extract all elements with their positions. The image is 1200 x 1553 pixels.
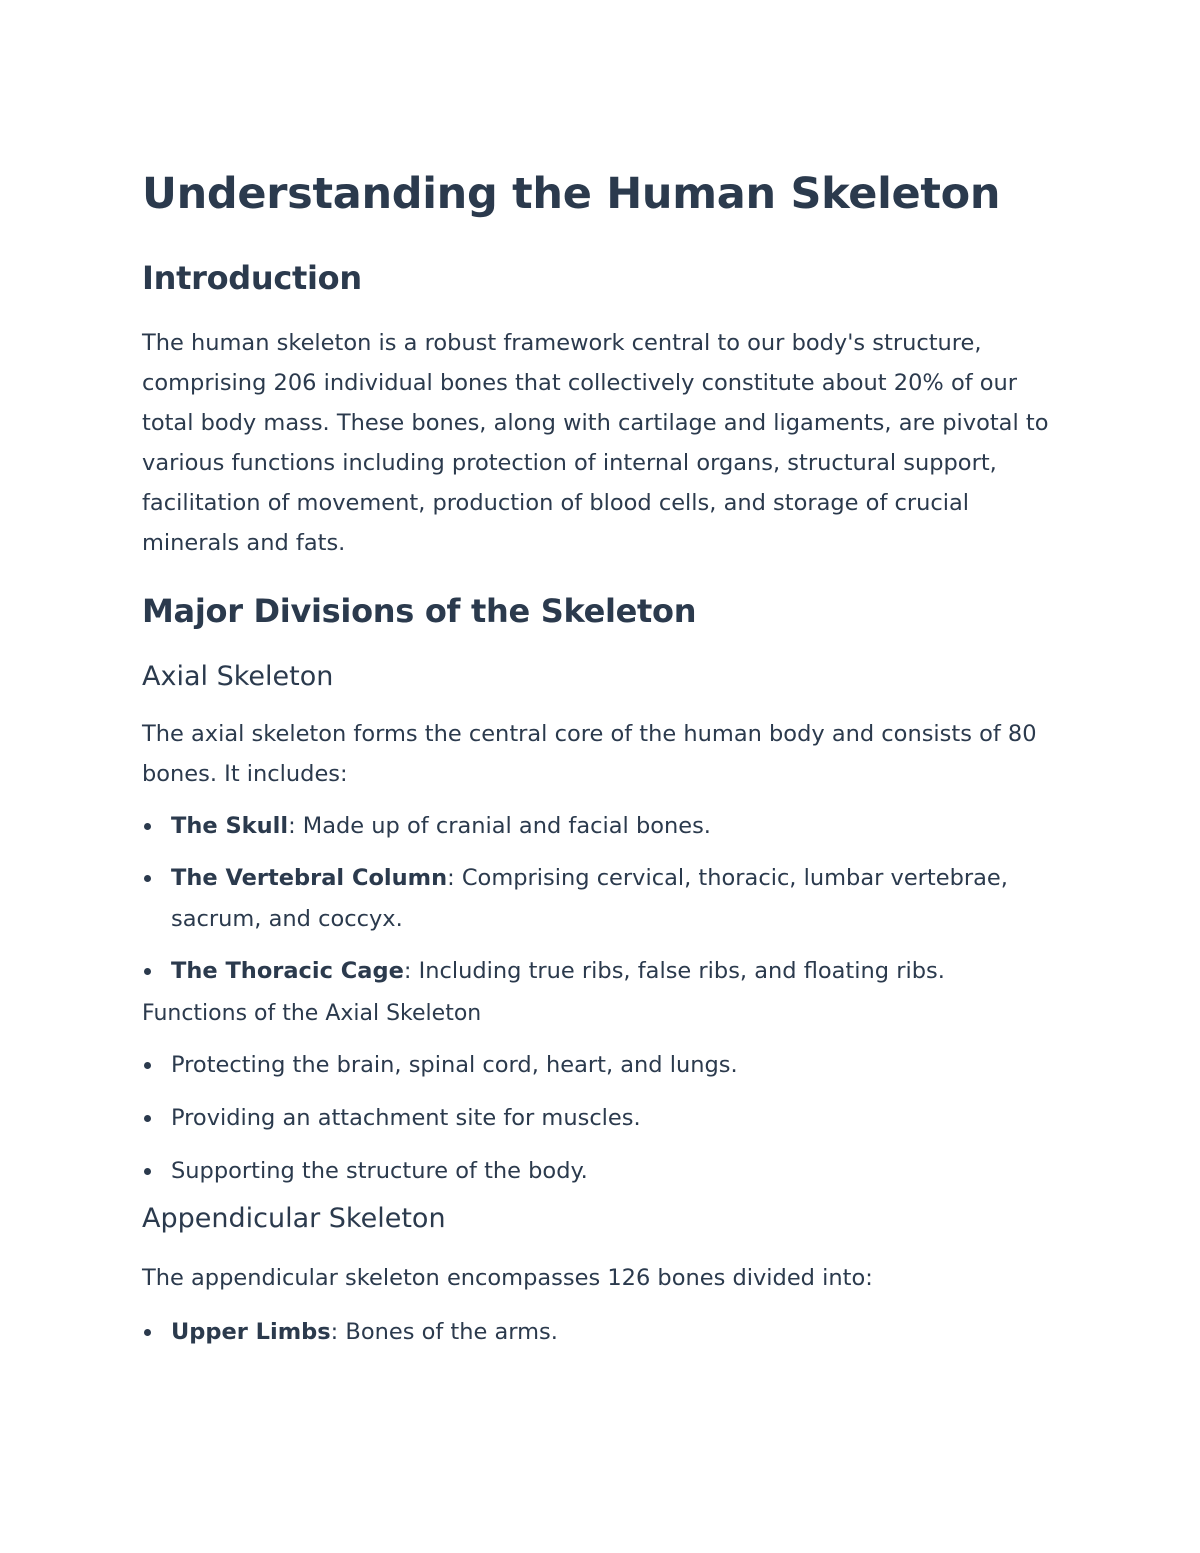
list-item-text: : Made up of cranial and facial bones. <box>288 813 711 839</box>
list-item-text: : Bones of the arms. <box>330 1319 558 1345</box>
list-item <box>142 806 1062 847</box>
document-title: Understanding the Human Skeleton <box>142 169 1001 219</box>
axial-functions-heading: Functions of the Axial Skeleton <box>142 1001 482 1026</box>
list-item: Providing an attachment site for muscles. <box>142 1098 1062 1139</box>
appendicular-skeleton-paragraph: The appendicular skeleton encompasses 126 bones divided into: <box>142 1265 873 1291</box>
major-divisions-heading: Major Divisions of the Skeleton <box>142 592 697 630</box>
list-item-term: The Thoracic Cage <box>171 958 404 984</box>
list-item <box>142 858 1062 940</box>
list-item <box>142 951 1062 992</box>
list-item-term: The Vertebral Column <box>171 865 448 891</box>
axial-components-list <box>142 806 1062 992</box>
appendicular-components-list <box>142 1312 1062 1353</box>
axial-skeleton-heading: Axial Skeleton <box>142 661 334 692</box>
list-item <box>142 1312 1062 1353</box>
introduction-paragraph: The human skeleton is a robust framework central to our body's structure, comprising 206 individual bones that collectively constitute about 20% of our total body mass. These bones, along with cartilage and ligaments, are pivotal to various functions including protection of internal organs, structural support, facilitation of movement, production of blood cells, and storage of crucial minerals and fats. <box>142 330 1049 556</box>
axial-functions-list <box>142 1045 1062 1192</box>
list-item: Protecting the brain, spinal cord, heart, and lungs. <box>142 1045 1062 1086</box>
list-item: Supporting the structure of the body. <box>142 1151 1062 1192</box>
list-item-term: The Skull <box>171 813 289 839</box>
introduction-heading: Introduction <box>142 259 362 297</box>
appendicular-skeleton-heading: Appendicular Skeleton <box>142 1203 446 1234</box>
list-item-text: : Including true ribs, false ribs, and floating ribs. <box>403 958 945 984</box>
axial-skeleton-paragraph: The axial skeleton forms the central core of the human body and consists of 80 bones. It includes: <box>142 721 1037 787</box>
list-item-text: : Comprising cervical, thoracic, lumbar vertebrae, sacrum, and coccyx. <box>171 865 1008 932</box>
document-content <box>142 168 1062 1353</box>
list-item-term: Upper Limbs <box>171 1319 331 1345</box>
